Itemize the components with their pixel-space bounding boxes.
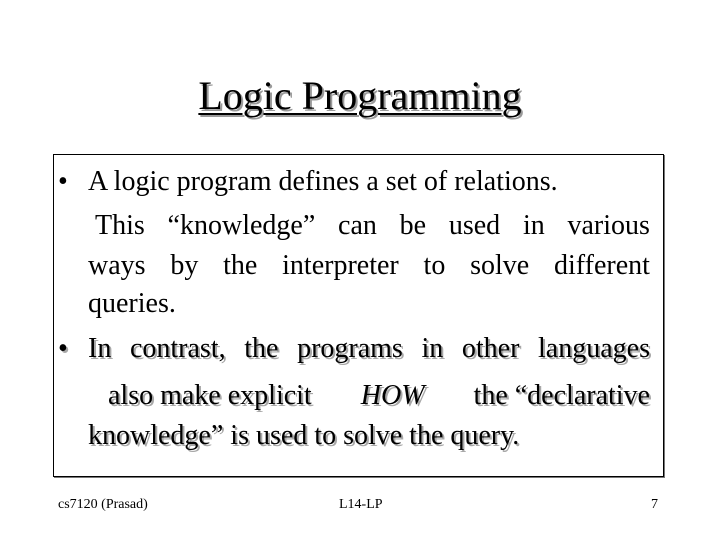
word: ways bbox=[88, 250, 146, 281]
word: languages bbox=[538, 333, 650, 364]
bullet-1-line-2 bbox=[95, 210, 650, 242]
word: in bbox=[522, 210, 545, 241]
line-prefix: also make explicit bbox=[108, 380, 312, 411]
word: contrast, bbox=[129, 333, 226, 364]
word: the bbox=[244, 333, 279, 364]
bullet-1-line-1: A logic program defines a set of relations. bbox=[88, 166, 558, 197]
bullet-1-line-3 bbox=[88, 250, 650, 282]
word: interpreter bbox=[282, 250, 399, 281]
bullet-2-line-1 bbox=[88, 333, 650, 365]
footer-page-number: 7 bbox=[651, 497, 658, 512]
word: used bbox=[448, 210, 501, 241]
line-suffix: the “declarative bbox=[473, 380, 650, 411]
bullet-marker: • bbox=[58, 333, 68, 364]
word: can bbox=[338, 210, 377, 241]
word: the bbox=[223, 250, 258, 281]
word: in bbox=[421, 333, 444, 364]
bullet-2-line-3: knowledge” is used to solve the query. bbox=[88, 420, 520, 451]
word: In bbox=[88, 333, 112, 364]
bullet-2-line-2 bbox=[108, 380, 650, 412]
slide-title: Logic Programming bbox=[198, 73, 522, 118]
word: “knowledge” bbox=[167, 210, 316, 241]
word: different bbox=[554, 250, 650, 281]
word: This bbox=[95, 210, 145, 241]
word: various bbox=[567, 210, 650, 241]
bullet-1-line-4: queries. bbox=[88, 288, 176, 319]
word: solve bbox=[470, 250, 530, 281]
footer-course: cs7120 (Prasad) bbox=[58, 497, 148, 512]
word: by bbox=[170, 250, 199, 281]
word: other bbox=[461, 333, 520, 364]
word: programs bbox=[297, 333, 403, 364]
bullet-marker: • bbox=[58, 166, 68, 197]
word: to bbox=[423, 250, 446, 281]
emphasis-how: HOW bbox=[360, 380, 425, 411]
footer-lecture: L14-LP bbox=[339, 497, 383, 512]
word: be bbox=[399, 210, 427, 241]
